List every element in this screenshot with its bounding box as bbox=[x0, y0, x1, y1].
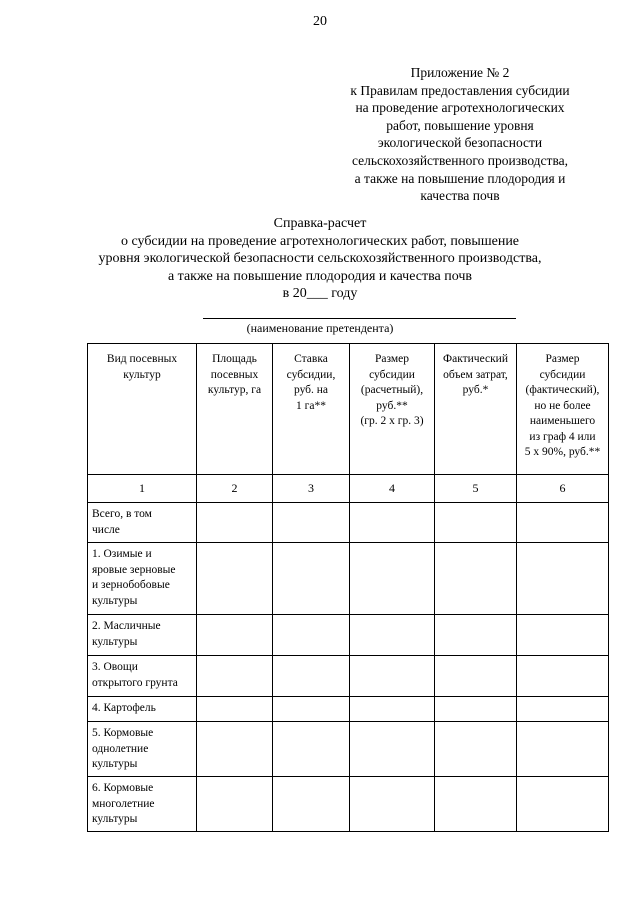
table-cell[interactable] bbox=[273, 503, 350, 543]
table-cell[interactable] bbox=[273, 543, 350, 615]
table-cell[interactable] bbox=[435, 777, 517, 832]
table-cell[interactable] bbox=[435, 543, 517, 615]
table-row bbox=[88, 722, 609, 777]
table-cell[interactable] bbox=[435, 697, 517, 722]
column-number: 2 bbox=[197, 475, 273, 503]
table-row bbox=[88, 777, 609, 832]
table-cell[interactable] bbox=[517, 615, 609, 656]
header-sown-area: Площадь посевных культур, га bbox=[197, 344, 273, 475]
table-cell[interactable] bbox=[273, 697, 350, 722]
table-cell[interactable] bbox=[435, 503, 517, 543]
title-line: Справка-расчет bbox=[273, 216, 367, 231]
row-label-vegetables: 3. Овощи открытого грунта bbox=[88, 656, 197, 697]
row-label-oil-crops: 2. Масличные культуры bbox=[88, 615, 197, 656]
header-subsidy-rate: Ставка субсидии, руб. на 1 га** bbox=[273, 344, 350, 475]
title-line: уровня экологической безопасности сельскохозяйственного производства, bbox=[98, 251, 542, 267]
table-row bbox=[88, 503, 609, 543]
appendix-line: экологической безопасности bbox=[377, 135, 543, 151]
title-line: в 20___ году bbox=[282, 286, 358, 302]
row-label-perennial-forage: 6. Кормовые многолетние культуры bbox=[88, 777, 197, 832]
appendix-line: к Правилам предоставления субсидии bbox=[350, 82, 570, 98]
table-cell[interactable] bbox=[350, 656, 435, 697]
appendix-line: работ, повышение уровня bbox=[386, 117, 534, 133]
table-cell[interactable] bbox=[350, 615, 435, 656]
column-number: 4 bbox=[350, 475, 435, 503]
table-cell[interactable] bbox=[197, 615, 273, 656]
table-cell[interactable] bbox=[350, 697, 435, 722]
column-number: 6 bbox=[517, 475, 609, 503]
table-cell[interactable] bbox=[517, 543, 609, 615]
title-line: о субсидии на проведение агротехнологических работ, повышение bbox=[120, 233, 520, 249]
appendix-line: качества почв bbox=[420, 188, 500, 204]
table-header-row bbox=[88, 344, 609, 475]
table-cell[interactable] bbox=[517, 777, 609, 832]
table-cell[interactable] bbox=[435, 656, 517, 697]
document-title bbox=[0, 215, 640, 303]
appendix-heading bbox=[330, 64, 590, 205]
row-label-grain-crops: 1. Озимые и яровые зерновые и зернобобовые культуры bbox=[88, 543, 197, 615]
table-row bbox=[88, 656, 609, 697]
table-cell[interactable] bbox=[273, 615, 350, 656]
appendix-line: а также на повышение плодородия и bbox=[354, 170, 566, 186]
table-cell[interactable] bbox=[517, 722, 609, 777]
table-cell[interactable] bbox=[197, 697, 273, 722]
header-actual-costs: Фактический объем затрат, руб.* bbox=[435, 344, 517, 475]
header-crop-type: Вид посевных культур bbox=[88, 344, 197, 475]
title-line: а также на повышение плодородия и качества почв bbox=[167, 268, 473, 284]
table-cell[interactable] bbox=[197, 777, 273, 832]
table-cell[interactable] bbox=[435, 722, 517, 777]
appendix-line: Приложение № 2 bbox=[410, 65, 510, 80]
column-number-row bbox=[88, 475, 609, 503]
table-cell[interactable] bbox=[350, 543, 435, 615]
table-cell[interactable] bbox=[350, 722, 435, 777]
column-number: 1 bbox=[88, 475, 197, 503]
appendix-line: на проведение агротехнологических bbox=[355, 100, 565, 116]
applicant-name-line bbox=[203, 318, 516, 319]
table-cell[interactable] bbox=[197, 722, 273, 777]
header-calculated-subsidy: Размер субсидии (расчетный), руб.** (гр. 2 х гр. 3) bbox=[350, 344, 435, 475]
column-number: 3 bbox=[273, 475, 350, 503]
page-number: 20 bbox=[313, 14, 327, 29]
table-row bbox=[88, 543, 609, 615]
row-label-potatoes: 4. Картофель bbox=[88, 697, 197, 722]
row-label-total: Всего, в том числе bbox=[88, 503, 197, 543]
applicant-caption: (наименование претендента) bbox=[246, 321, 394, 335]
table-cell[interactable] bbox=[517, 697, 609, 722]
table-cell[interactable] bbox=[197, 543, 273, 615]
table-cell[interactable] bbox=[435, 615, 517, 656]
column-number: 5 bbox=[435, 475, 517, 503]
appendix-line: сельскохозяйственного производства, bbox=[351, 152, 569, 168]
table-cell[interactable] bbox=[350, 503, 435, 543]
table-cell[interactable] bbox=[350, 777, 435, 832]
row-label-annual-forage: 5. Кормовые однолетние культуры bbox=[88, 722, 197, 777]
table-cell[interactable] bbox=[197, 503, 273, 543]
table-cell[interactable] bbox=[517, 656, 609, 697]
table-cell[interactable] bbox=[197, 656, 273, 697]
table-cell[interactable] bbox=[273, 777, 350, 832]
table-row bbox=[88, 697, 609, 722]
table-cell[interactable] bbox=[273, 656, 350, 697]
subsidy-calculation-table bbox=[87, 343, 609, 832]
table-cell[interactable] bbox=[273, 722, 350, 777]
table-row bbox=[88, 615, 609, 656]
table-cell[interactable] bbox=[517, 503, 609, 543]
header-actual-subsidy: Размер субсидии (фактический), но не более наименьшего из граф 4 или 5 х 90%, руб.** bbox=[517, 344, 609, 475]
